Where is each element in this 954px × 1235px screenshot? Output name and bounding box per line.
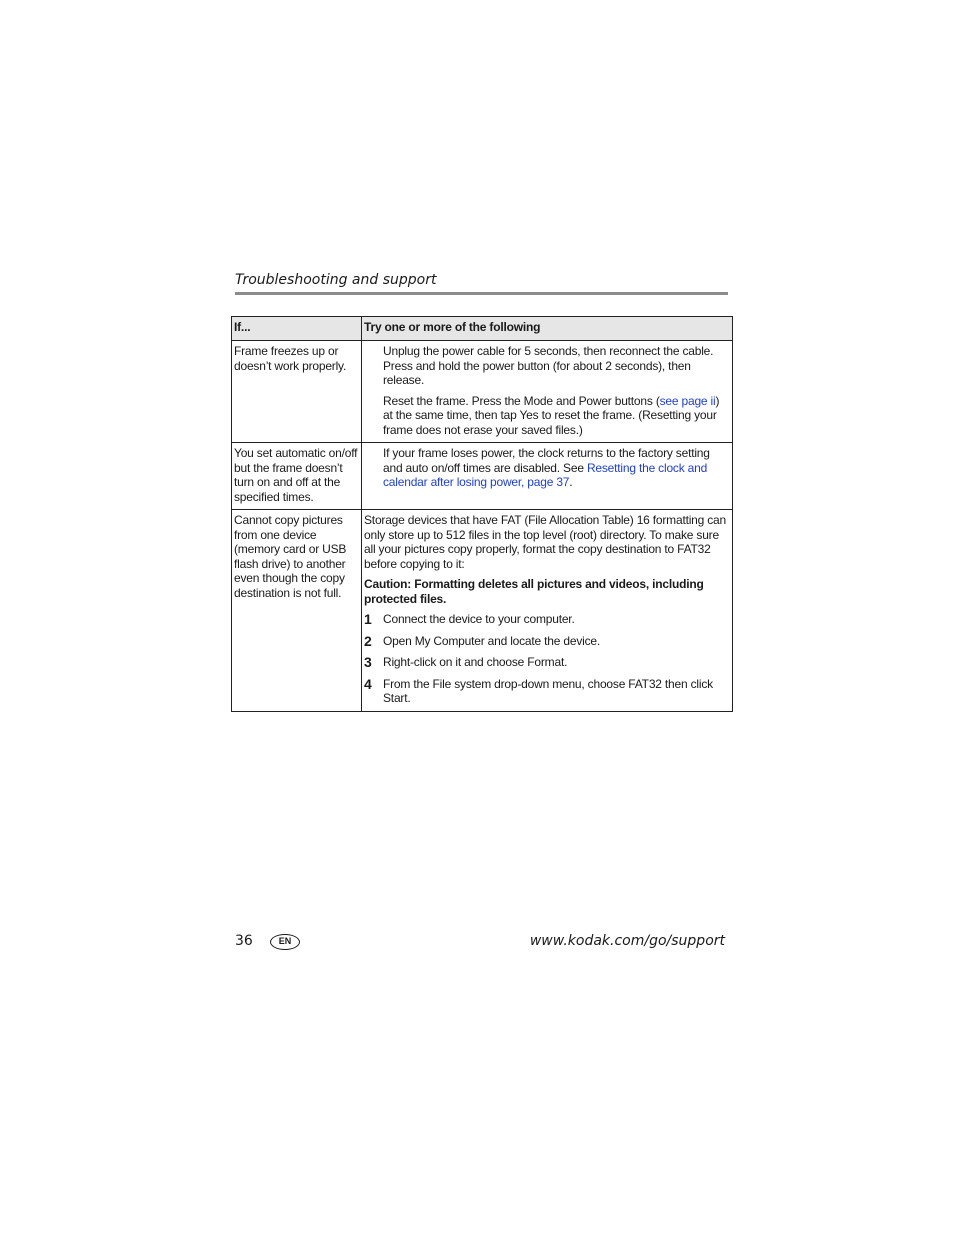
solution-cell (362, 341, 733, 443)
column-header-solutions: Try one or more of the following (362, 317, 733, 341)
solution-item (364, 394, 730, 438)
troubleshooting-table (231, 316, 733, 712)
step-text: Right-click on it and choose Format. (383, 655, 568, 669)
solution-cell (362, 510, 733, 712)
support-url[interactable]: www.kodak.com/go/support (529, 933, 725, 949)
see-page-ii-link[interactable]: see page ii (659, 393, 716, 408)
solution-intro: Storage devices that have FAT (File Allocation Table) 16 formatting can only store up to 512 files in the top level (root) directory. To make sure all your pictures copy properly, format the copy destination to FAT32 before copying to it: (364, 513, 727, 571)
problem-cell: You set automatic on/off but the frame doesn’t turn on and off at the specified times. (232, 443, 362, 510)
solution-text: ) at the same time, then tap Yes to reset the frame. (Resetting your frame does not erase your saved files.) (383, 393, 720, 437)
table-row (232, 443, 733, 510)
step-text: Connect the device to your computer. (383, 612, 575, 626)
step-item (364, 634, 730, 649)
step-number: 2 (364, 632, 372, 649)
header-rule (235, 292, 728, 295)
language-badge: EN (270, 934, 300, 950)
page-number: 36 (235, 933, 253, 949)
problem-cell: Frame freezes up or doesn’t work properly. (232, 341, 362, 443)
step-number: 4 (364, 675, 372, 692)
step-item (364, 655, 730, 670)
page-footer (235, 930, 725, 954)
step-item (364, 612, 730, 627)
problem-cell: Cannot copy pictures from one device (memory card or USB flash drive) to another even though the copy destination is not full. (232, 510, 362, 712)
table-header-row (232, 317, 733, 341)
solution-text: . (569, 475, 573, 489)
page-header (235, 271, 728, 295)
solution-text: Reset the frame. Press the Mode and Power buttons ( (383, 393, 660, 408)
solution-cell (362, 443, 733, 510)
section-title: Troubleshooting and support (235, 272, 437, 288)
solution-item: Unplug the power cable for 5 seconds, then reconnect the cable. Press and hold the power button (for about 2 seconds), then release. (383, 344, 714, 387)
reset-clock-link[interactable]: Resetting the clock and calendar after losing power, page 37 (383, 460, 708, 489)
step-number: 1 (364, 611, 372, 627)
step-number: 3 (364, 654, 372, 670)
step-text: Open My Computer and locate the device. (383, 633, 600, 648)
table-row (232, 510, 733, 712)
step-item (364, 677, 730, 706)
table-row (232, 341, 733, 443)
column-header-if: If... (232, 317, 362, 341)
solution-item (364, 446, 730, 490)
step-text: From the File system drop-down menu, choose FAT32 then click Start. (383, 676, 713, 705)
solution-text: If your frame loses power, the clock returns to the factory setting and auto on/off times are disabled. See (383, 446, 710, 475)
caution-note: Caution: Formatting deletes all pictures and videos, including protected files. (364, 577, 704, 606)
